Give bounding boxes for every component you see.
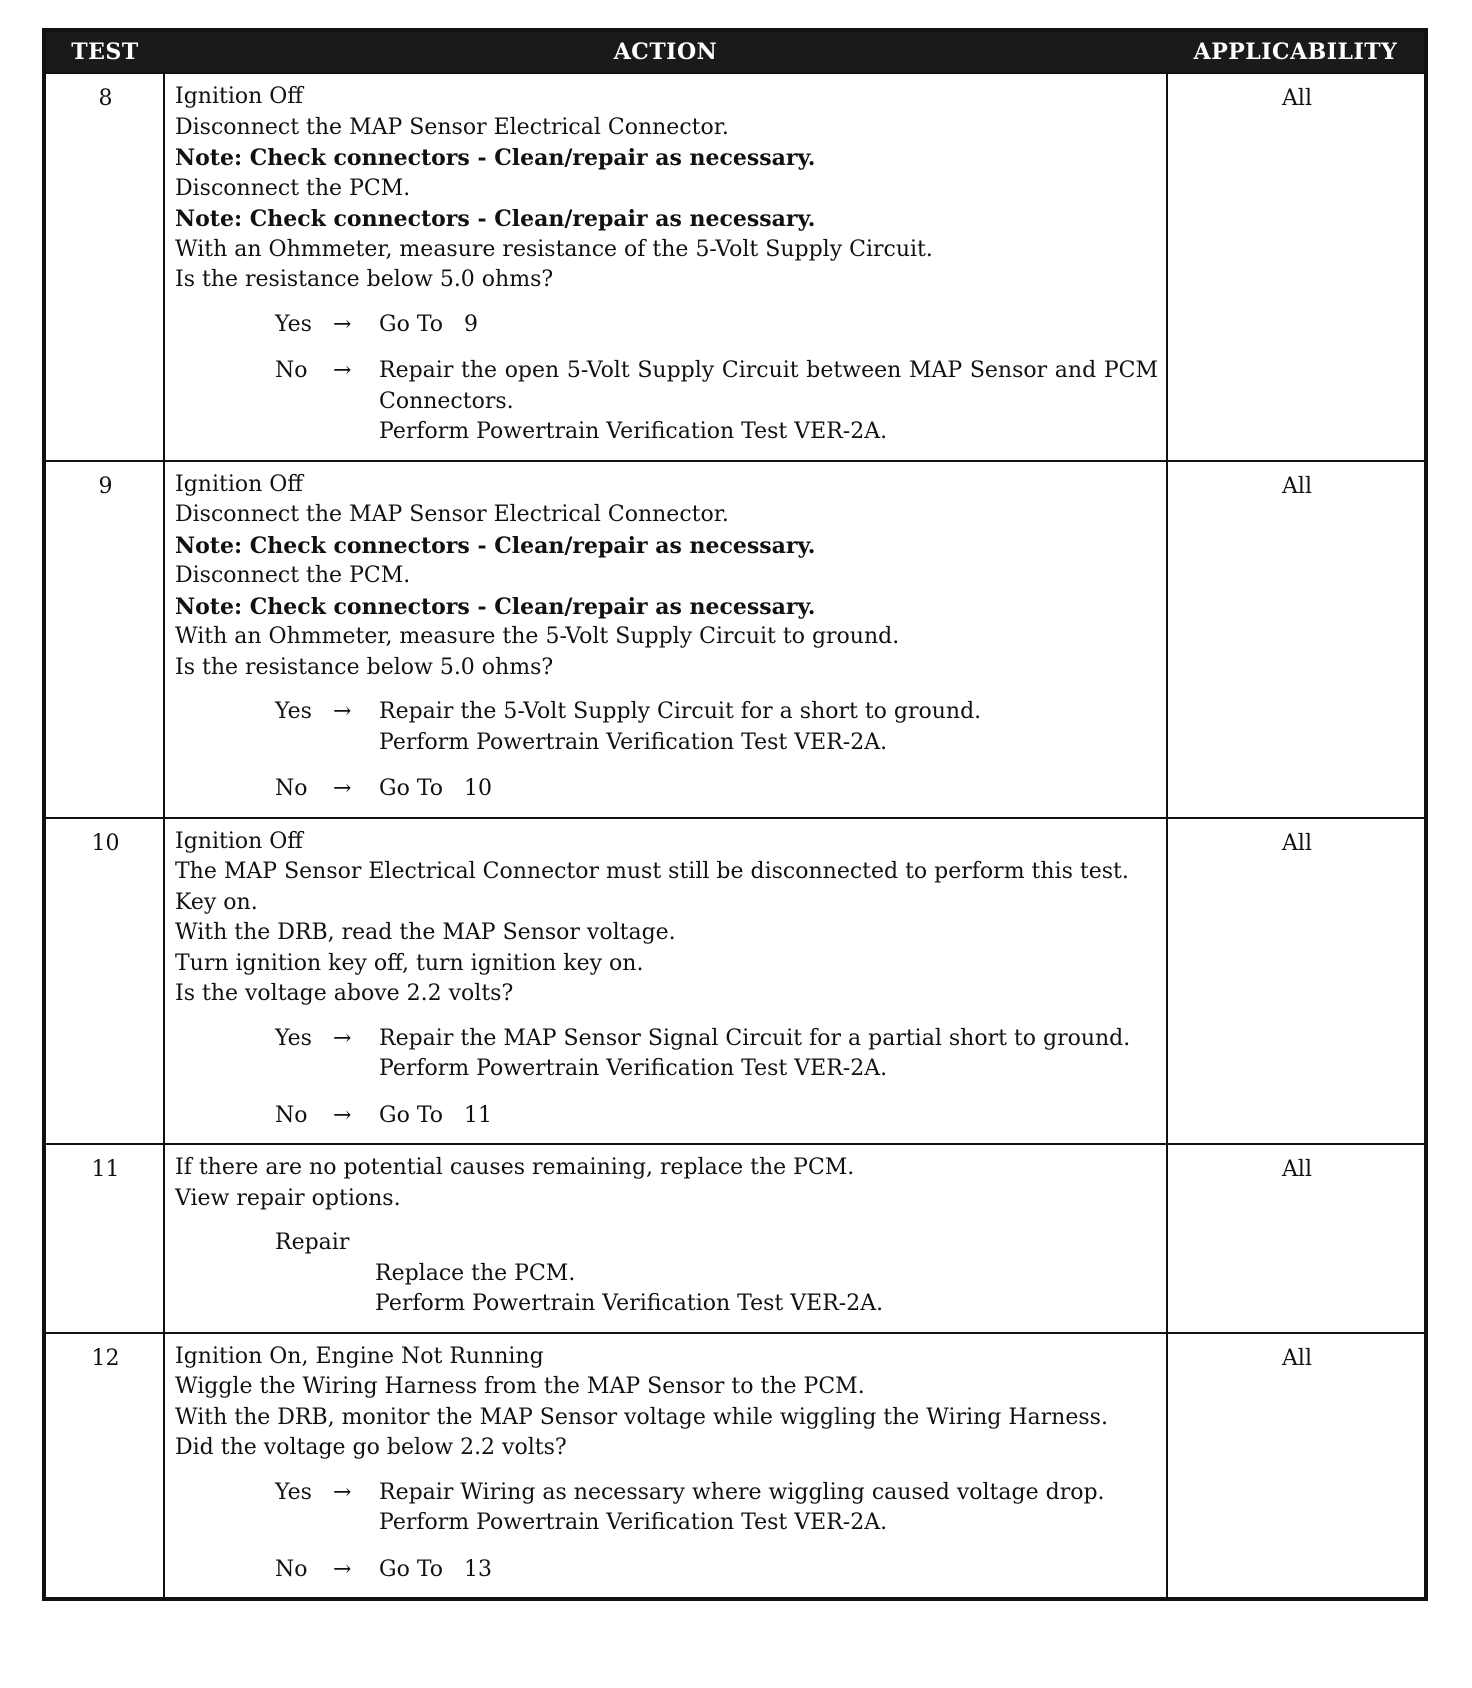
action-step: With the DRB, monitor the MAP Sensor voltage while wiggling the Wiring Harness.	[175, 1404, 1108, 1430]
action-step: Disconnect the PCM.	[175, 563, 411, 588]
outcomes	[175, 1478, 1158, 1586]
action-step: Ignition Off	[175, 828, 303, 854]
action-step: Is the resistance below 5.0 ohms?	[175, 654, 554, 680]
action-cell	[164, 818, 1167, 1145]
outcome-line: Perform Powertrain Verification Test VER-2A.	[379, 1510, 888, 1535]
action-step: With the DRB, read the MAP Sensor voltage.	[175, 920, 676, 945]
table-row	[44, 461, 1426, 818]
outcome-line: Go To 11	[379, 1102, 492, 1128]
table-header	[44, 30, 1426, 73]
outcome-line: Repair the MAP Sensor Signal Circuit for a partial short to ground.	[379, 1025, 1131, 1051]
outcomes	[175, 1024, 1158, 1132]
action-step: Disconnect the MAP Sensor Electrical Connector.	[175, 114, 729, 140]
repair-line: Replace the PCM.	[375, 1260, 576, 1286]
arrow-right-icon: →	[333, 311, 352, 337]
test-number: 10	[44, 818, 164, 1145]
repair-label: Repair	[275, 1230, 350, 1255]
note-text: Note: Check connectors - Clean/repair as necessary.	[175, 532, 816, 559]
outcome-no	[175, 1555, 1158, 1586]
answer-label: No	[275, 358, 308, 383]
action-step: Ignition Off	[175, 471, 303, 497]
action-step: With an Ohmmeter, measure the 5-Volt Supply Circuit to ground.	[175, 624, 900, 649]
action-step: View repair options.	[175, 1185, 401, 1211]
diagnostic-test-table	[42, 28, 1428, 1601]
action-step: Ignition Off	[175, 84, 303, 109]
applicability: All	[1167, 73, 1426, 461]
header-action: ACTION	[164, 30, 1167, 73]
table-row	[44, 1144, 1426, 1333]
outcome-line: Repair the 5-Volt Supply Circuit for a short to ground.	[379, 699, 982, 724]
outcome-no	[175, 774, 1158, 805]
outcome-yes	[175, 1024, 1158, 1085]
arrow-right-icon: →	[333, 1556, 352, 1582]
action-step: Turn ignition key off, turn ignition key on.	[175, 950, 644, 976]
outcome-yes	[175, 1478, 1158, 1539]
outcome-line: Repair Wiring as necessary where wiggling caused voltage drop.	[379, 1479, 1105, 1505]
outcome-line: Go To 13	[379, 1556, 492, 1582]
outcome-no	[175, 356, 1165, 448]
header-applicability: APPLICABILITY	[1167, 30, 1426, 73]
action-cell	[164, 1333, 1167, 1600]
outcomes	[175, 310, 1165, 448]
note-text: Note: Check connectors - Clean/repair as necessary.	[175, 145, 816, 171]
outcome-result	[379, 1555, 1158, 1586]
applicability: All	[1167, 818, 1426, 1145]
action-step: The MAP Sensor Electrical Connector must still be disconnected to perform this test.	[175, 859, 1129, 884]
outcome-line: Repair the open 5-Volt Supply Circuit between MAP Sensor and PCM Connectors.	[379, 358, 1165, 414]
applicability: All	[1167, 461, 1426, 818]
outcome-line: Go To 10	[379, 776, 492, 801]
outcome-result	[379, 774, 1158, 805]
arrow-right-icon: →	[333, 1102, 352, 1128]
action-step: Wiggle the Wiring Harness from the MAP Sensor to the PCM.	[175, 1374, 865, 1399]
action-cell	[164, 461, 1167, 818]
action-step: Is the resistance below 5.0 ohms?	[175, 267, 554, 292]
answer-label: Yes	[275, 1479, 312, 1505]
table-row	[44, 818, 1426, 1145]
table-row	[44, 1333, 1426, 1600]
action-step: Ignition On, Engine Not Running	[175, 1343, 544, 1369]
note-text: Note: Check connectors - Clean/repair as necessary.	[175, 206, 816, 232]
test-number: 12	[44, 1333, 164, 1600]
action-step: Disconnect the PCM.	[175, 175, 411, 201]
test-number: 9	[44, 461, 164, 818]
answer-label: Yes	[275, 311, 312, 337]
action-step: Is the voltage above 2.2 volts?	[175, 981, 514, 1006]
table-row	[44, 73, 1426, 461]
applicability: All	[1167, 1144, 1426, 1333]
arrow-right-icon: →	[333, 358, 352, 383]
applicability: All	[1167, 1333, 1426, 1600]
arrow-right-icon: →	[333, 699, 352, 724]
action-step: Did the voltage go below 2.2 volts?	[175, 1435, 567, 1460]
outcome-yes	[175, 697, 1158, 758]
outcome-line: Perform Powertrain Verification Test VER-2A.	[379, 729, 888, 755]
outcome-yes	[175, 310, 1158, 341]
action-step: Key on.	[175, 889, 258, 915]
test-number: 8	[44, 73, 164, 461]
action-cell	[164, 73, 1167, 461]
answer-label: Yes	[275, 1025, 312, 1051]
arrow-right-icon: →	[333, 1025, 352, 1051]
outcome-result	[379, 697, 1158, 758]
outcome-no	[175, 1101, 1158, 1132]
header-test: TEST	[44, 30, 164, 73]
arrow-right-icon: →	[333, 1479, 352, 1505]
table-body	[44, 73, 1426, 1599]
test-number: 11	[44, 1144, 164, 1333]
outcome-line: Go To 9	[379, 311, 478, 337]
repair-options	[375, 1259, 1158, 1320]
answer-label: No	[275, 1102, 308, 1128]
outcome-result	[379, 1478, 1158, 1539]
outcome-result	[379, 310, 1158, 341]
note-text: Note: Check connectors - Clean/repair as necessary.	[175, 593, 816, 620]
arrow-right-icon: →	[333, 776, 352, 801]
answer-label: No	[275, 776, 308, 801]
action-step: With an Ohmmeter, measure resistance of the 5-Volt Supply Circuit.	[175, 236, 933, 262]
diagnostic-test-table-page	[42, 28, 1424, 1601]
answer-label: No	[275, 1556, 308, 1582]
outcome-line: Perform Powertrain Verification Test VER-2A.	[379, 419, 888, 444]
outcome-result	[379, 356, 1165, 448]
outcome-line: Perform Powertrain Verification Test VER-2A.	[379, 1056, 888, 1081]
action-step: If there are no potential causes remaining, replace the PCM.	[175, 1155, 855, 1180]
action-step: Disconnect the MAP Sensor Electrical Connector.	[175, 502, 729, 527]
action-cell	[164, 1144, 1167, 1333]
outcomes	[175, 697, 1158, 805]
answer-label: Yes	[275, 699, 312, 724]
outcome-result	[379, 1101, 1158, 1132]
repair-line: Perform Powertrain Verification Test VER-2A.	[375, 1291, 884, 1316]
outcome-result	[379, 1024, 1158, 1085]
